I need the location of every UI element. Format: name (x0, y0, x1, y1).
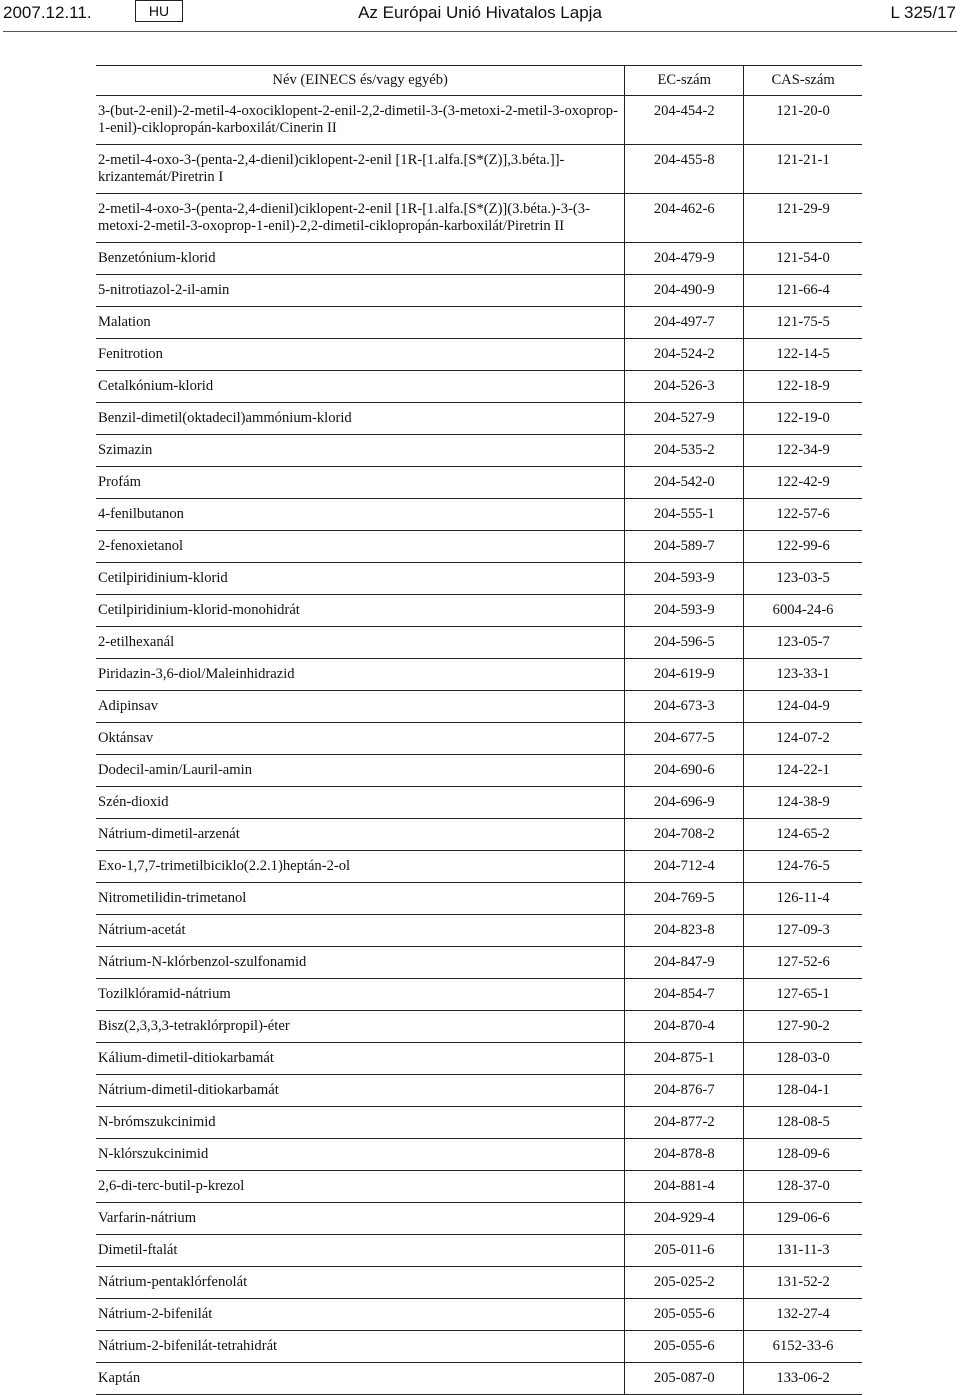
table-row (96, 339, 862, 371)
cas-number-cell: 122-57-6 (744, 499, 862, 531)
table-row (96, 403, 862, 435)
ec-number-cell: 204-881-4 (625, 1171, 744, 1203)
cas-number-cell: 133-06-2 (744, 1363, 862, 1395)
ec-number-cell: 204-454-2 (625, 96, 744, 145)
cas-number-cell: 6152-33-6 (744, 1331, 862, 1363)
substance-name-cell: Szén-dioxid (96, 787, 625, 819)
cas-number-cell: 122-19-0 (744, 403, 862, 435)
table-row (96, 1043, 862, 1075)
ec-number-cell: 204-542-0 (625, 467, 744, 499)
table-row (96, 1235, 862, 1267)
substance-name-cell: Malation (96, 307, 625, 339)
table-row (96, 467, 862, 499)
table-row (96, 1203, 862, 1235)
substance-table (96, 65, 862, 1395)
table-body (96, 96, 862, 1395)
column-header-cas: CAS-szám (744, 66, 862, 96)
table-row (96, 595, 862, 627)
ec-number-cell: 204-708-2 (625, 819, 744, 851)
ec-number-cell: 205-011-6 (625, 1235, 744, 1267)
cas-number-cell: 122-42-9 (744, 467, 862, 499)
table-row (96, 851, 862, 883)
page-header (0, 0, 960, 34)
table-row (96, 755, 862, 787)
substance-name-cell: Cetilpiridinium-klorid (96, 563, 625, 595)
ec-number-cell: 205-087-0 (625, 1363, 744, 1395)
ec-number-cell: 204-823-8 (625, 915, 744, 947)
table-row (96, 947, 862, 979)
table-row (96, 563, 862, 595)
table-row (96, 915, 862, 947)
table-row (96, 1331, 862, 1363)
table-row (96, 1075, 862, 1107)
substance-name-cell: Nitrometilidin-trimetanol (96, 883, 625, 915)
cas-number-cell: 124-76-5 (744, 851, 862, 883)
table-row (96, 1011, 862, 1043)
ec-number-cell: 204-870-4 (625, 1011, 744, 1043)
ec-number-cell: 204-555-1 (625, 499, 744, 531)
cas-number-cell: 121-75-5 (744, 307, 862, 339)
table-row (96, 194, 862, 243)
column-header-name: Név (EINECS és/vagy egyéb) (96, 66, 625, 96)
cas-number-cell: 122-18-9 (744, 371, 862, 403)
ec-number-cell: 204-526-3 (625, 371, 744, 403)
ec-number-cell: 204-535-2 (625, 435, 744, 467)
substance-name-cell: Profám (96, 467, 625, 499)
cas-number-cell: 128-37-0 (744, 1171, 862, 1203)
ec-number-cell: 204-696-9 (625, 787, 744, 819)
cas-number-cell: 124-04-9 (744, 691, 862, 723)
cas-number-cell: 128-03-0 (744, 1043, 862, 1075)
substance-name-cell: 4-fenilbutanon (96, 499, 625, 531)
cas-number-cell: 128-09-6 (744, 1139, 862, 1171)
substance-name-cell: Nátrium-dimetil-ditiokarbamát (96, 1075, 625, 1107)
page-number: L 325/17 (890, 3, 956, 22)
language-badge: HU (135, 0, 183, 22)
cas-number-cell: 122-99-6 (744, 531, 862, 563)
ec-number-cell: 204-596-5 (625, 627, 744, 659)
table-row (96, 1363, 862, 1395)
ec-number-cell: 204-878-8 (625, 1139, 744, 1171)
substance-name-cell: 5-nitrotiazol-2-il-amin (96, 275, 625, 307)
journal-title: Az Európai Unió Hivatalos Lapja (358, 3, 602, 22)
column-header-ec: EC-szám (625, 66, 744, 96)
cas-number-cell: 128-08-5 (744, 1107, 862, 1139)
substance-name-cell: Cetilpiridinium-klorid-monohidrát (96, 595, 625, 627)
substance-name-cell: Dimetil-ftalát (96, 1235, 625, 1267)
substance-name-cell: 3-(but-2-enil)-2-metil-4-oxociklopent-2-enil-2,2-dimetil-3-(3-metoxi-2-metil-3-oxoprop-1-enil)-ciklopropán-karboxilát/Cinerin II (96, 96, 625, 145)
ec-number-cell: 204-690-6 (625, 755, 744, 787)
ec-number-cell: 204-524-2 (625, 339, 744, 371)
substance-name-cell: N-brómszukcinimid (96, 1107, 625, 1139)
substance-name-cell: Nátrium-dimetil-arzenát (96, 819, 625, 851)
ec-number-cell: 204-593-9 (625, 563, 744, 595)
cas-number-cell: 126-11-4 (744, 883, 862, 915)
table-row (96, 1139, 862, 1171)
cas-number-cell: 127-65-1 (744, 979, 862, 1011)
table-row (96, 435, 862, 467)
ec-number-cell: 204-875-1 (625, 1043, 744, 1075)
cas-number-cell: 121-54-0 (744, 243, 862, 275)
cas-number-cell: 129-06-6 (744, 1203, 862, 1235)
table-row (96, 243, 862, 275)
ec-number-cell: 204-455-8 (625, 145, 744, 194)
ec-number-cell: 204-490-9 (625, 275, 744, 307)
cas-number-cell: 122-14-5 (744, 339, 862, 371)
cas-number-cell: 131-52-2 (744, 1267, 862, 1299)
cas-number-cell: 122-34-9 (744, 435, 862, 467)
table-row (96, 499, 862, 531)
ec-number-cell: 205-025-2 (625, 1267, 744, 1299)
table-row (96, 659, 862, 691)
cas-number-cell: 124-38-9 (744, 787, 862, 819)
cas-number-cell: 124-22-1 (744, 755, 862, 787)
table-row (96, 1107, 862, 1139)
table-row (96, 1299, 862, 1331)
substance-name-cell: Benzil-dimetil(oktadecil)ammónium-klorid (96, 403, 625, 435)
ec-number-cell: 204-673-3 (625, 691, 744, 723)
table-row (96, 883, 862, 915)
cas-number-cell: 123-33-1 (744, 659, 862, 691)
ec-number-cell: 204-619-9 (625, 659, 744, 691)
ec-number-cell: 204-677-5 (625, 723, 744, 755)
table-row (96, 723, 862, 755)
cas-number-cell: 121-21-1 (744, 145, 862, 194)
substance-name-cell: Nátrium-2-bifenilát (96, 1299, 625, 1331)
ec-number-cell: 204-593-9 (625, 595, 744, 627)
ec-number-cell: 204-854-7 (625, 979, 744, 1011)
substance-name-cell: Kálium-dimetil-ditiokarbamát (96, 1043, 625, 1075)
table-row (96, 275, 862, 307)
cas-number-cell: 121-66-4 (744, 275, 862, 307)
substance-name-cell: Nátrium-N-klórbenzol-szulfonamid (96, 947, 625, 979)
substance-name-cell: Benzetónium-klorid (96, 243, 625, 275)
cas-number-cell: 121-29-9 (744, 194, 862, 243)
substance-name-cell: 2-fenoxietanol (96, 531, 625, 563)
ec-number-cell: 204-479-9 (625, 243, 744, 275)
substance-name-cell: Nátrium-acetát (96, 915, 625, 947)
table-header-row (96, 66, 862, 96)
cas-number-cell: 124-65-2 (744, 819, 862, 851)
cas-number-cell: 6004-24-6 (744, 595, 862, 627)
substance-name-cell: Adipinsav (96, 691, 625, 723)
cas-number-cell: 121-20-0 (744, 96, 862, 145)
cas-number-cell: 127-52-6 (744, 947, 862, 979)
table-row (96, 1171, 862, 1203)
ec-number-cell: 204-769-5 (625, 883, 744, 915)
ec-number-cell: 204-462-6 (625, 194, 744, 243)
substance-name-cell: 2-etilhexanál (96, 627, 625, 659)
substance-name-cell: 2,6-di-terc-butil-p-krezol (96, 1171, 625, 1203)
substance-name-cell: Oktánsav (96, 723, 625, 755)
substance-name-cell: Cetalkónium-klorid (96, 371, 625, 403)
ec-number-cell: 204-929-4 (625, 1203, 744, 1235)
table-row (96, 627, 862, 659)
ec-number-cell: 204-847-9 (625, 947, 744, 979)
ec-number-cell: 205-055-6 (625, 1331, 744, 1363)
cas-number-cell: 123-03-5 (744, 563, 862, 595)
table-row (96, 979, 862, 1011)
substance-name-cell: Piridazin-3,6-diol/Maleinhidrazid (96, 659, 625, 691)
table-row (96, 531, 862, 563)
substance-name-cell: Exo-1,7,7-trimetilbiciklo(2.2.1)heptán-2-ol (96, 851, 625, 883)
ec-number-cell: 204-877-2 (625, 1107, 744, 1139)
table-row (96, 307, 862, 339)
substance-name-cell: N-klórszukcinimid (96, 1139, 625, 1171)
ec-number-cell: 205-055-6 (625, 1299, 744, 1331)
ec-number-cell: 204-712-4 (625, 851, 744, 883)
substance-name-cell: Varfarin-nátrium (96, 1203, 625, 1235)
table-row (96, 371, 862, 403)
ec-number-cell: 204-876-7 (625, 1075, 744, 1107)
cas-number-cell: 127-90-2 (744, 1011, 862, 1043)
table-row (96, 691, 862, 723)
table-row (96, 96, 862, 145)
table-row (96, 145, 862, 194)
substance-name-cell: Bisz(2,3,3,3-tetraklórpropil)-éter (96, 1011, 625, 1043)
cas-number-cell: 131-11-3 (744, 1235, 862, 1267)
substance-name-cell: 2-metil-4-oxo-3-(penta-2,4-dienil)ciklopent-2-enil [1R-[1.alfa.[S*(Z)](3.béta.)-3-(3-metoxi-2-metil-3-oxoprop-1-enil)-2,2-dimetil-ciklopropán-karboxilát/Piretrin II (96, 194, 625, 243)
cas-number-cell: 123-05-7 (744, 627, 862, 659)
substance-name-cell: Tozilklóramid-nátrium (96, 979, 625, 1011)
cas-number-cell: 127-09-3 (744, 915, 862, 947)
publication-date: 2007.12.11. (3, 3, 92, 22)
substance-name-cell: Nátrium-2-bifenilát-tetrahidrát (96, 1331, 625, 1363)
cas-number-cell: 132-27-4 (744, 1299, 862, 1331)
substance-name-cell: Kaptán (96, 1363, 625, 1395)
header-divider (3, 31, 957, 32)
substance-name-cell: Szimazin (96, 435, 625, 467)
ec-number-cell: 204-527-9 (625, 403, 744, 435)
substance-name-cell: 2-metil-4-oxo-3-(penta-2,4-dienil)ciklopent-2-enil [1R-[1.alfa.[S*(Z)],3.béta.]]-krizantemát/Piretrin I (96, 145, 625, 194)
substance-name-cell: Dodecil-amin/Lauril-amin (96, 755, 625, 787)
ec-number-cell: 204-497-7 (625, 307, 744, 339)
ec-number-cell: 204-589-7 (625, 531, 744, 563)
table-row (96, 1267, 862, 1299)
table-row (96, 787, 862, 819)
substance-name-cell: Fenitrotion (96, 339, 625, 371)
cas-number-cell: 128-04-1 (744, 1075, 862, 1107)
table-row (96, 819, 862, 851)
cas-number-cell: 124-07-2 (744, 723, 862, 755)
substance-name-cell: Nátrium-pentaklórfenolát (96, 1267, 625, 1299)
